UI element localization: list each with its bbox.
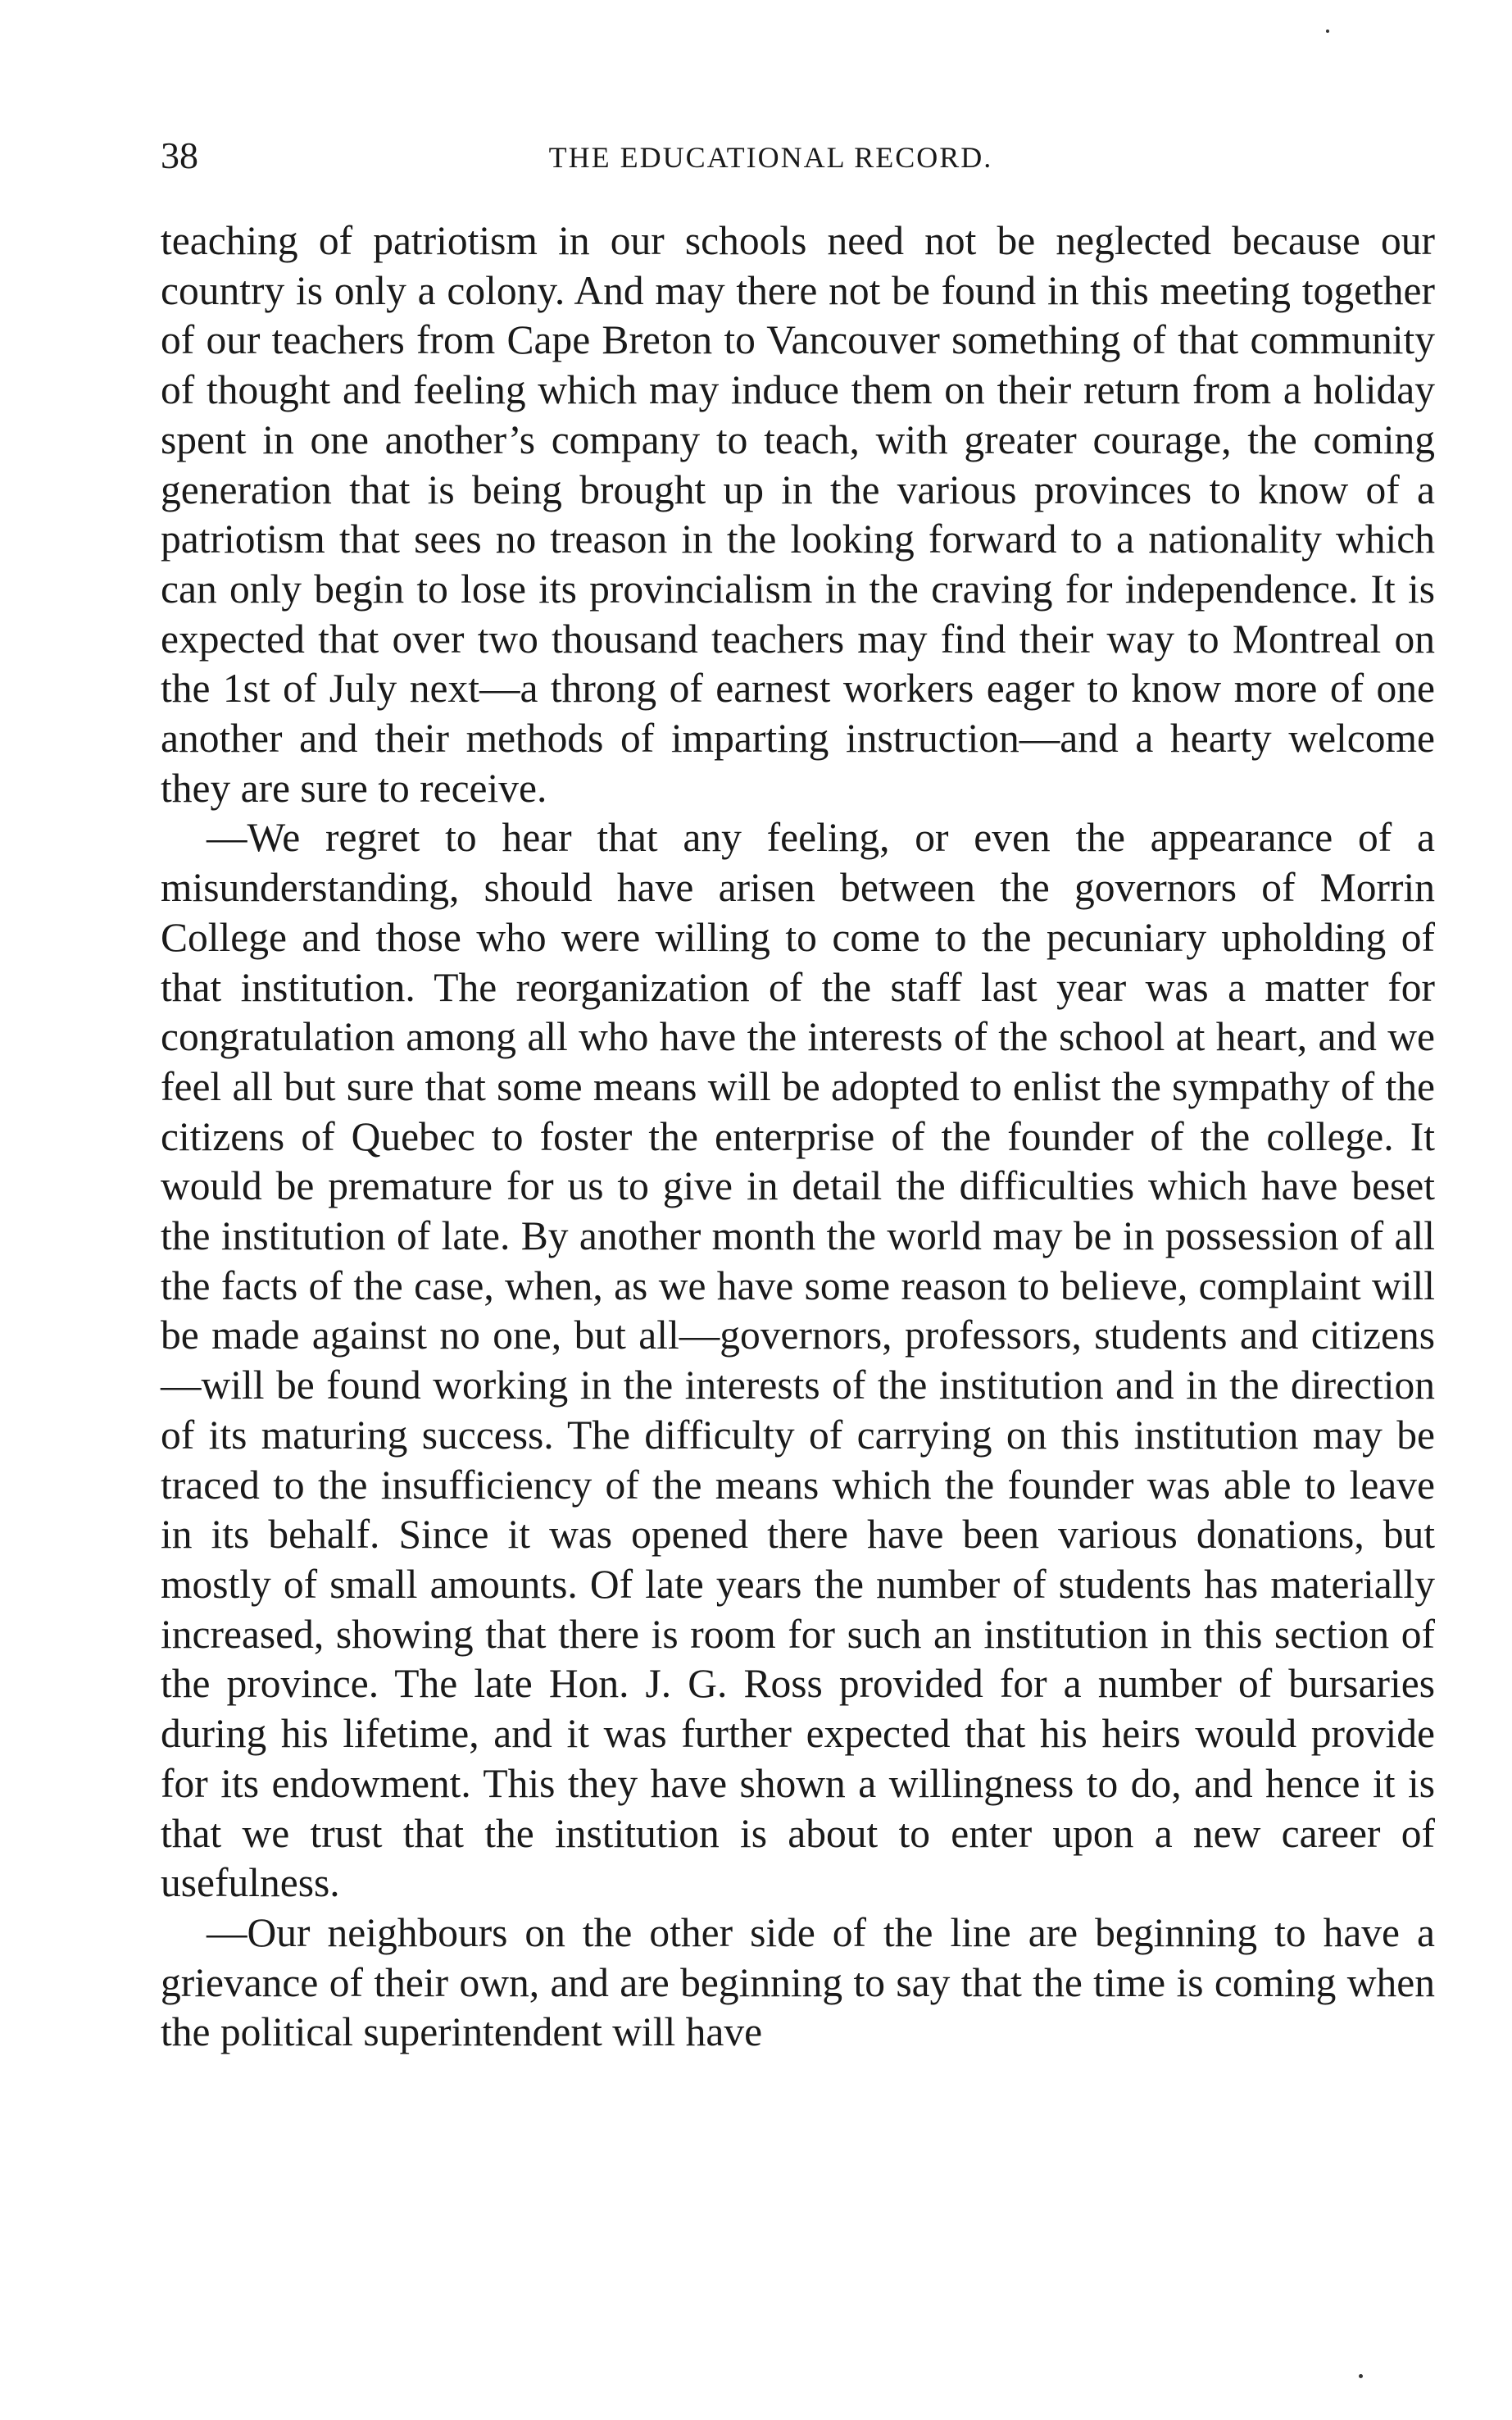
paragraph-morrin-college: —We regret to hear that any feeling, or even the appearance of a misunderstanding, should have arisen between the governors of Morrin College and those who were willing to come to the pecuniary upholding of that institution. The reorganization of the staff last year was a matter for congratulation among all who have the interests of the school at heart, and we feel all but sure that some means will be adopted to enlist the sympathy of the citizens of Quebec to foster the enterprise of the founder of the college. It would be premature for us to give in detail the difficulties which have beset the institution of late. By another month the world may be in possession of all the facts of the case, when, as we have some reason to believe, complaint will be made against no one, but all—governors, professors, students and citizens—will be found working in the interests of the institution and in the direction of its maturing success. The difficulty of carrying on this institution may be traced to the insufficiency of the means which the founder was able to leave in its behalf. Since it was opened there have been various donations, but mostly of small amounts. Of late years the number of students has materially increased, showing that there is room for such an institution in this section of the province. The late Hon. J. G. Ross provided for a number of bursaries during his lifetime, and it was further expected that his heirs would provide for its endowment. This they have shown a willingness to do, and hence it is that we trust that the institution is about to enter upon a new career of usefulness. [161, 815, 1435, 1906]
page-speck-bottom [1359, 2374, 1363, 2378]
page-number: 38 [161, 134, 198, 176]
paragraph-patriotism-continued: teaching of patriotism in our schools need not be neglected because our country is only a colony. And may there not be found in this meeting together of our teachers from Cape Breton to Vancouver something of that community of thought and feeling which may induce them on their return from a holiday spent in one another’s company to teach, with greater courage, the coming generation that is being brought up in the various provinces to know of a patriotism that sees no treason in the looking forward to a nationality which can only begin to lose its provincialism in the craving for independence. It is expected that over two thousand teachers may find their way to Montreal on the 1st of July next—a throng of earnest workers eager to know more of one another and their methods of imparting instruction—and a hearty welcome they are sure to receive. [161, 218, 1435, 811]
running-title: THE EDUCATIONAL RECORD. [548, 141, 993, 174]
page-speck-top [1326, 30, 1329, 33]
page-header [161, 131, 1446, 180]
paragraph-neighbours-grievance: —Our neighbours on the other side of the line are beginning to have a grievance of their own, and are beginning to say that the time is coming when the political superintendent will have [161, 1909, 1435, 2055]
article-body [161, 216, 1435, 2058]
